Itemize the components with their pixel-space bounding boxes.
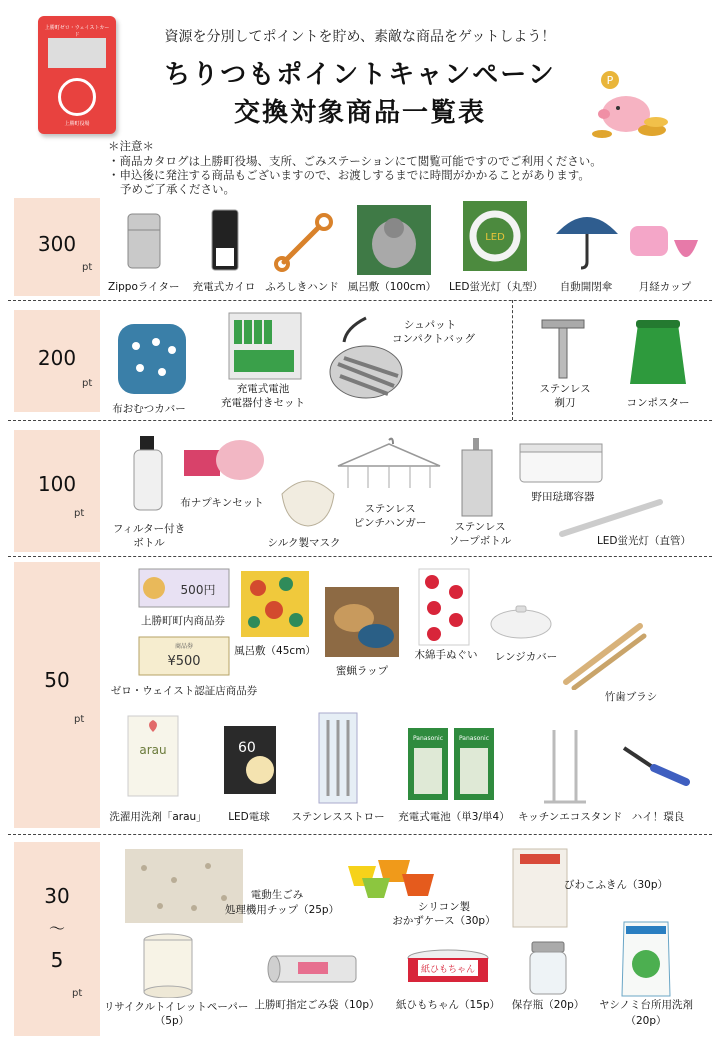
item-label: ゼロ・ウェイスト認証店商品券 xyxy=(110,685,258,697)
arau-text: arau xyxy=(139,743,167,757)
led-bulb-number: 60 xyxy=(238,740,256,756)
item-label: 処理機用チップ（25p） xyxy=(224,904,340,916)
card-footer: 上勝町役場 xyxy=(64,121,90,127)
voucher-bottom-label: 商品券 xyxy=(174,643,194,650)
item-label: レンジカバー xyxy=(494,651,558,663)
shupatto-bag-image xyxy=(326,314,406,400)
campaign-title: ちりつもポイントキャンペーン xyxy=(164,60,556,90)
item-label: シルク製マスク xyxy=(267,537,341,549)
points-tier-100 xyxy=(14,430,100,552)
paper-string-roll-image xyxy=(404,946,492,992)
item-label: 上勝町町内商品券 xyxy=(141,615,225,627)
filter-bottle-image xyxy=(130,434,166,514)
tier-inner-divider xyxy=(512,300,513,420)
item-label: キッチンエコスタンド xyxy=(518,811,623,823)
tier-points: 300 xyxy=(37,232,77,256)
item-label: ステンレス xyxy=(364,503,416,515)
item-label: おかずケース（30p） xyxy=(392,915,496,927)
tier-divider xyxy=(8,834,712,835)
item-label: 充電器付きセット xyxy=(221,397,305,409)
item-label: （20p） xyxy=(625,1015,667,1027)
item-label: 保存瓶（20p） xyxy=(511,999,585,1011)
tier-divider xyxy=(8,556,712,557)
item-label: シュパット xyxy=(403,319,457,331)
storage-jar-image xyxy=(528,940,568,996)
auto-umbrella-image xyxy=(552,204,622,270)
menstrual-cup-image xyxy=(628,224,700,272)
tier-points: 200 xyxy=(37,346,77,370)
enamel-container-image xyxy=(518,440,604,484)
arau-detergent-image xyxy=(124,710,182,802)
item-label: 野田琺瑯容器 xyxy=(531,491,595,503)
item-label: ソープボトル xyxy=(448,535,512,547)
item-label: LED電球 xyxy=(228,811,270,823)
item-label: リサイクルトイレットペーパー xyxy=(104,1001,249,1013)
item-label: 布ナプキンセット xyxy=(180,497,264,509)
item-label: 木綿手ぬぐい xyxy=(414,649,478,661)
tier-unit: pt xyxy=(82,262,93,273)
item-label: 風呂敷（100cm） xyxy=(347,281,437,293)
item-label: 充電式電池 xyxy=(236,383,290,395)
tier-divider xyxy=(8,300,712,301)
item-label: 剃刀 xyxy=(554,397,576,409)
item-label: 自動開閉傘 xyxy=(559,281,613,293)
tier-unit: pt xyxy=(72,988,83,999)
certified-store-voucher-image xyxy=(138,636,230,676)
note-line-2: ・申込後に発注する商品もございますので、お渡しするまでに時間がかかることがあります。 xyxy=(108,168,590,182)
yashinomi-detergent-image xyxy=(618,918,674,998)
panasonic-text: Panasonic xyxy=(412,735,444,742)
item-label: ヤシノミ台所用洗剤 xyxy=(599,999,693,1011)
notes-heading: ＊注意＊ xyxy=(108,139,154,153)
cloth-diaper-cover-image xyxy=(116,320,188,398)
furoshiki-100-image xyxy=(356,204,432,276)
item-label: ふろしきハンド xyxy=(265,281,339,293)
stainless-straw-image xyxy=(318,712,358,804)
item-label: 洗濯用洗剤「arau」 xyxy=(109,811,207,823)
card-title: 上勝町ゼロ・ウェイストカード xyxy=(44,25,110,38)
tier-points: 100 xyxy=(37,472,77,496)
hai-kanryo-tool-image xyxy=(620,742,690,788)
item-label: ステンレス xyxy=(454,521,506,533)
beeswax-wrap-image xyxy=(324,586,400,658)
biwako-cloth-image xyxy=(512,848,568,928)
piggy-bank-icon xyxy=(590,68,670,144)
furoshiki-handle-image xyxy=(272,212,342,274)
tier-unit: pt xyxy=(82,378,93,389)
tier-unit: pt xyxy=(74,508,85,519)
voucher-bottom-amount: ¥500 xyxy=(167,654,201,669)
furoshiki-45-image xyxy=(240,570,310,638)
item-label: ピンチハンガー xyxy=(353,517,427,529)
tier-points-top: 30 xyxy=(44,884,70,908)
cotton-tenugui-image xyxy=(418,568,470,646)
tier-points-bottom: 5 xyxy=(50,948,64,972)
item-label: 風呂敷（45cm） xyxy=(234,645,316,657)
item-label: コンポスター xyxy=(626,397,690,409)
item-label: ボトル xyxy=(133,537,165,549)
pinch-hanger-image xyxy=(334,436,444,496)
soap-bottle-image xyxy=(456,436,498,518)
tier-points: 50 xyxy=(44,668,70,692)
garbage-bag-roll-image xyxy=(264,952,360,986)
item-label: ステンレスストロー xyxy=(291,811,385,823)
item-label: 蜜蝋ラップ xyxy=(335,665,389,677)
panasonic-text: Panasonic xyxy=(458,735,490,742)
kitchen-eco-stand-image xyxy=(540,726,590,806)
note-line-3: 予めご了承ください。 xyxy=(120,182,235,196)
toilet-paper-image xyxy=(140,932,196,998)
bamboo-toothbrush-image xyxy=(560,618,648,690)
pig-coin-letter: P xyxy=(606,74,614,87)
item-label: 上勝町指定ごみ袋（10p） xyxy=(254,999,380,1011)
points-tier-200 xyxy=(14,310,100,412)
item-label: 布おむつカバー xyxy=(112,403,186,415)
points-tier-30-5 xyxy=(14,842,100,1036)
item-label: ハイ！環良 xyxy=(631,811,685,823)
points-tier-50 xyxy=(14,562,100,828)
svg-text:LED: LED xyxy=(485,232,505,243)
item-label: ステンレス xyxy=(539,383,591,395)
silicone-cup-image xyxy=(344,852,440,902)
item-label: Zippoライター xyxy=(108,281,180,293)
tier-points-separator: 〜 xyxy=(48,919,65,938)
item-label: 竹歯ブラシ xyxy=(604,691,658,703)
stainless-razor-image xyxy=(538,318,588,380)
tier-divider xyxy=(8,420,712,421)
silk-mask-image xyxy=(276,474,340,530)
kamihimo-text: 紙ひもちゃん xyxy=(420,965,476,975)
item-label: シリコン製 xyxy=(417,901,471,913)
panasonic-battery-image xyxy=(406,726,496,802)
led-circular-lamp-image xyxy=(462,200,528,272)
item-label: フィルター付き xyxy=(112,523,186,535)
item-label: コンパクトバッグ xyxy=(392,333,476,345)
item-label: 月経カップ xyxy=(638,281,692,293)
composter-image xyxy=(626,318,690,388)
item-label: 充電式カイロ xyxy=(192,281,256,293)
rechargeable-battery-set-image xyxy=(228,312,302,380)
voucher-top-amount: 500円 xyxy=(180,583,216,597)
note-line-1: ・商品カタログは上勝町役場、支所、ごみステーションにて閲覧可能ですのでご利用ください。 xyxy=(108,154,602,168)
points-tier-300 xyxy=(14,198,100,296)
tier-unit: pt xyxy=(74,714,85,725)
town-voucher-image xyxy=(138,568,230,608)
rechargeable-warmer-image xyxy=(210,208,240,272)
item-label: 紙ひもちゃん（15p） xyxy=(395,999,501,1011)
led-bulb-image xyxy=(222,724,278,796)
item-label: LED蛍光灯（直管） xyxy=(596,535,692,547)
item-label: 電動生ごみ xyxy=(250,889,304,901)
item-label: （5p） xyxy=(154,1015,190,1027)
item-label: びわこふきん（30p） xyxy=(564,879,669,891)
item-label: 充電式電池（単3/単4） xyxy=(398,811,510,823)
microwave-cover-image xyxy=(488,600,554,640)
campaign-subtitle: 資源を分別してポイントを貯め、素敵な商品をゲットしよう！ xyxy=(164,29,556,45)
item-label: LED蛍光灯（丸型） xyxy=(448,281,544,293)
catalog-title: 交換対象商品一覧表 xyxy=(233,98,486,128)
cloth-napkin-set-image xyxy=(180,436,270,488)
zippo-lighter-image xyxy=(126,212,162,270)
